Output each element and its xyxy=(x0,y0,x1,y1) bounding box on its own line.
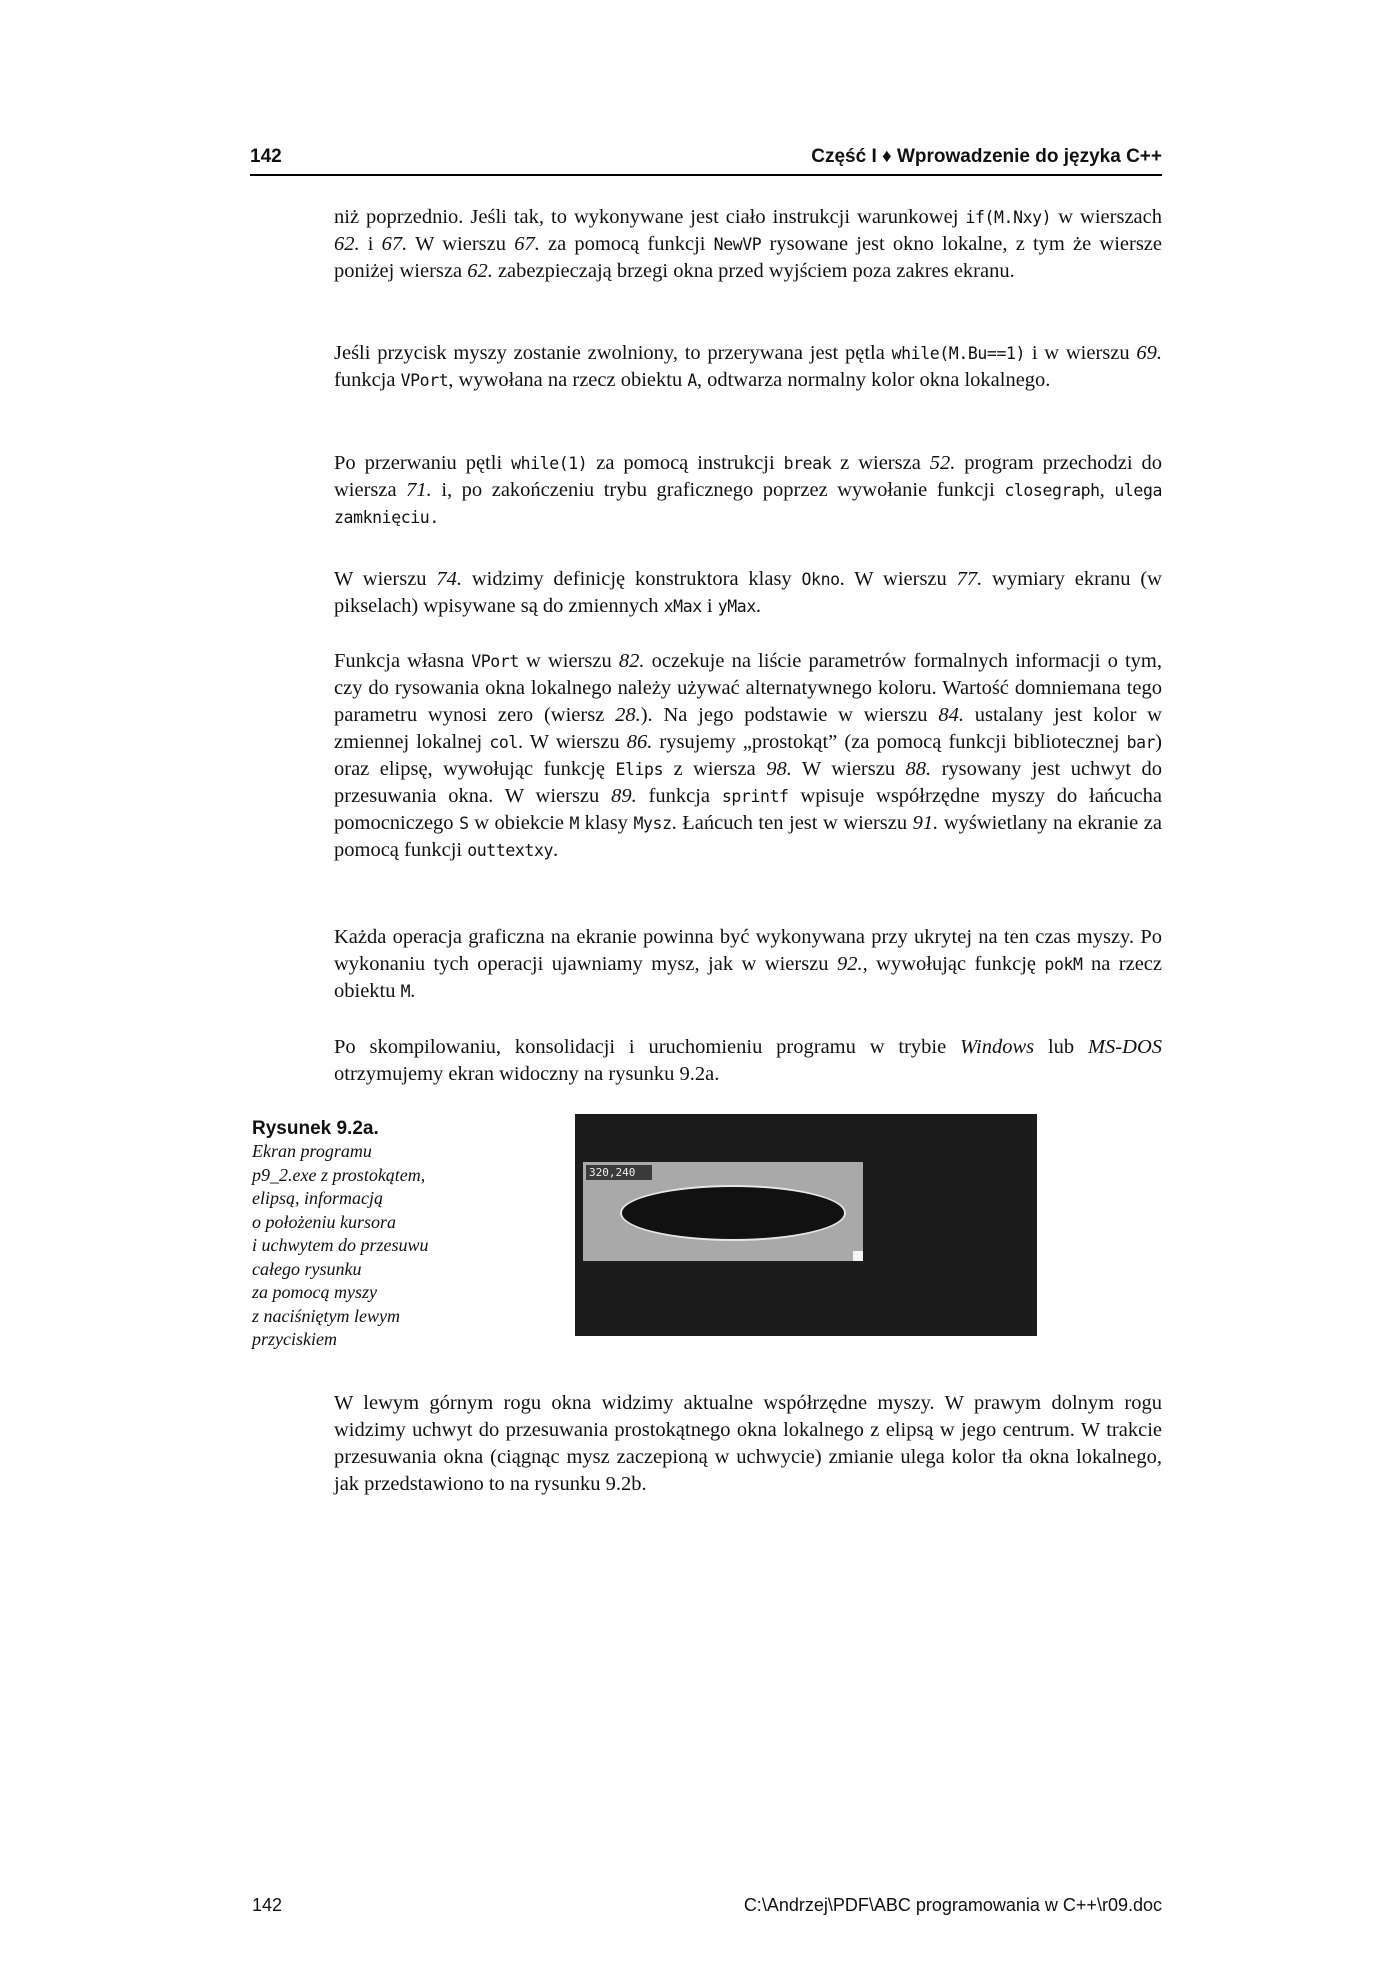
text-span: rysowany jest uchwyt do przesuwania okna. W wierszu xyxy=(334,758,1162,807)
caption-line: elipsą, informacją xyxy=(252,1188,383,1208)
text-span: wymiary ekranu (w pikselach) wpisywane są do zmiennych xyxy=(334,568,1162,617)
text-span: . xyxy=(553,839,559,861)
text-span: . W wierszu xyxy=(517,731,627,753)
code-span: Okno xyxy=(801,570,840,589)
caption-line: za pomocą myszy xyxy=(252,1282,377,1302)
code-span: while(1) xyxy=(511,454,588,473)
code-span: S xyxy=(459,814,469,833)
header-part-title: Część I ♦ Wprowadzenie do języka C++ xyxy=(811,146,1162,167)
code-span: VPort xyxy=(471,652,519,671)
text-span: W wierszu xyxy=(334,568,437,590)
text-span: i, po zakończeniu trybu graficznego poprzez wywołanie funkcji xyxy=(431,479,1005,501)
text-span: w wierszach xyxy=(1051,206,1162,228)
code-span: closegraph xyxy=(1004,481,1100,500)
text-span: wyświetlany na ekranie za pomocą funkcji xyxy=(334,812,1162,861)
local-window xyxy=(583,1162,863,1261)
text-span: . xyxy=(410,980,416,1002)
paragraph xyxy=(334,1034,1162,1088)
italic-span: 52. xyxy=(929,452,956,474)
paragraph xyxy=(334,924,1162,1005)
code-span: bar xyxy=(1126,733,1156,752)
code-span: M xyxy=(569,814,580,833)
text-span: W wierszu xyxy=(407,233,515,255)
text-span: funkcja xyxy=(334,369,401,391)
caption-line: o położeniu kursora xyxy=(252,1211,396,1232)
text-span: zabezpieczają brzegi okna przed wyjściem poza zakres ekranu. xyxy=(492,260,1015,282)
code-span: sprintf xyxy=(721,787,789,806)
header-page-number: 142 xyxy=(250,146,282,167)
text-span: klasy xyxy=(579,812,634,834)
text-span: funkcja xyxy=(636,785,722,807)
code-span: VPort xyxy=(400,371,449,390)
text-span: Po przerwaniu pętli xyxy=(334,452,512,474)
text-span: . Łańcuch ten jest w wierszu xyxy=(671,812,913,834)
code-span: Mysz xyxy=(633,814,672,833)
italic-span: Windows xyxy=(960,1036,1035,1058)
italic-span: 74. xyxy=(436,568,463,590)
footer-file-path: C:\Andrzej\PDF\ABC programowania w C++\r09.doc xyxy=(743,1895,1162,1915)
text-span: za pomocą funkcji xyxy=(539,233,714,255)
text-span: ). Na jego podstawie w wierszu xyxy=(640,704,939,726)
italic-span: 69. xyxy=(1136,342,1162,364)
text-span: , odtwarza normalny kolor okna lokalnego. xyxy=(696,369,1051,391)
text-span: lub xyxy=(1034,1036,1088,1058)
italic-span: 91. xyxy=(912,812,939,834)
text-span: . W wierszu xyxy=(839,568,957,590)
mouse-coordinates: 320,240 xyxy=(586,1165,652,1180)
text-span: , wywołana na rzecz obiektu xyxy=(448,369,688,391)
italic-span: 82. xyxy=(618,650,645,672)
code-span: NewVP xyxy=(713,235,762,254)
text-span: otrzymujemy ekran widoczny na rysunku 9.2a. xyxy=(334,1063,720,1085)
text-span: Jeśli przycisk myszy zostanie zwolniony, to przerywana jest pętla xyxy=(334,342,892,364)
code-span: xMax xyxy=(663,597,702,616)
italic-span: 62. xyxy=(334,233,360,255)
text-span: i xyxy=(701,595,718,617)
italic-span: 86. xyxy=(626,731,653,753)
caption-line: całego rysunku xyxy=(252,1258,362,1279)
italic-span: 88. xyxy=(905,758,932,780)
italic-span: 67. xyxy=(514,233,540,255)
text-span: Funkcja własna xyxy=(334,650,472,672)
text-span: na rzecz obiektu xyxy=(334,953,1162,1002)
page-header xyxy=(250,146,1162,176)
text-span: wpisuje współrzędne myszy do łańcucha pomocniczego xyxy=(334,785,1162,834)
text-span: za pomocą instrukcji xyxy=(587,452,784,474)
figure-label: Rysunek 9.2a. xyxy=(252,1118,379,1139)
program-screenshot xyxy=(575,1114,1037,1336)
code-span: ulega zamknięciu. xyxy=(334,481,1163,527)
text-span: Każda operacja graficzna na ekranie powinna być wykonywana przy ukrytej na ten czas myszy. Po wykonaniu tych operacji ujawniamy mysz, jak w wierszu xyxy=(334,926,1162,975)
code-span: outtextxy xyxy=(467,841,554,860)
italic-span: 84. xyxy=(938,704,964,726)
paragraph xyxy=(334,204,1162,285)
ellipse-shape xyxy=(620,1185,846,1241)
text-span: program przechodzi do wiersza xyxy=(334,452,1162,501)
italic-span: MS-DOS xyxy=(1087,1036,1162,1058)
paragraph xyxy=(334,566,1162,620)
paragraph xyxy=(334,450,1162,531)
code-span: yMax xyxy=(717,597,756,616)
code-span: col xyxy=(489,733,518,752)
paragraph xyxy=(334,648,1162,864)
italic-span: 71. xyxy=(406,479,432,501)
text-span: , xyxy=(1099,479,1115,501)
italic-span: 77. xyxy=(956,568,983,590)
figure-caption-text xyxy=(252,1140,482,1352)
footer-page-number: 142 xyxy=(252,1895,283,1915)
code-span: while(M.Bu==1) xyxy=(891,344,1026,363)
italic-span: 98. xyxy=(766,758,792,780)
text-span: Po skompilowaniu, konsolidacji i uruchomieniu programu w trybie xyxy=(334,1036,961,1058)
italic-span: 62. xyxy=(467,260,493,282)
italic-span: 89. xyxy=(611,785,637,807)
code-span: Elips xyxy=(615,760,664,779)
code-span: if(M.Nxy) xyxy=(965,208,1052,227)
text-span: w wierszu xyxy=(518,650,619,672)
paragraph xyxy=(334,1390,1162,1498)
caption-line: Ekran programu xyxy=(252,1141,372,1161)
paragraph xyxy=(334,340,1162,394)
text-span: i xyxy=(359,233,382,255)
code-span: M xyxy=(400,982,411,1001)
caption-line: przyciskiem xyxy=(252,1329,337,1349)
text-span: , wywołując funkcję xyxy=(862,953,1045,975)
text-span: W wierszu xyxy=(791,758,906,780)
code-span: pokM xyxy=(1044,955,1083,974)
caption-line: p9_2.exe z prostokątem, xyxy=(252,1164,426,1185)
text-span: i w wierszu xyxy=(1025,342,1137,364)
drag-handle xyxy=(853,1251,863,1261)
text-span: z wiersza xyxy=(831,452,930,474)
code-span: A xyxy=(687,371,697,390)
text-span: . xyxy=(755,595,761,617)
text-span: niż poprzednio. Jeśli tak, to wykonywane jest ciało instrukcji warunkowej xyxy=(334,206,966,228)
figure-caption xyxy=(252,1117,482,1352)
text-span: w obiekcie xyxy=(468,812,570,834)
text-span: rysujemy „prostokąt” (za pomocą funkcji bibliotecznej xyxy=(652,731,1127,753)
caption-line: z naciśniętym lewym xyxy=(252,1305,400,1326)
text-span: z wiersza xyxy=(663,758,767,780)
italic-span: 67. xyxy=(381,233,408,255)
text-span: oczekuje na liście parametrów formalnych informacji o tym, czy do rysowania okna lokalnego należy używać alternatywnego koloru. Wartość domniemana tego parametru wynosi zero (wiersz xyxy=(334,650,1162,726)
text-span: W lewym górnym rogu okna widzimy aktualne współrzędne myszy. W prawym dolnym rogu widzimy uchwyt do przesuwania prostokątnego okna lokalnego z elipsą w jego centrum. W trakcie przesuwania okna (ciągnąc mysz zaczepioną w uchwycie) zmianie ulega kolor tła okna lokalnego, jak przedstawiono to na rysunku 9.2b. xyxy=(334,1392,1162,1495)
text-span: ustalany jest kolor w zmiennej lokalnej xyxy=(334,704,1162,753)
code-span: break xyxy=(783,454,832,473)
text-span: widzimy definicję konstruktora klasy xyxy=(462,568,802,590)
italic-span: 92. xyxy=(836,953,863,975)
caption-line: i uchwytem do przesuwu xyxy=(252,1235,429,1255)
italic-span: 28. xyxy=(615,704,641,726)
text-span: rysowane jest okno lokalne, z tym że wiersze poniżej wiersza xyxy=(334,233,1162,282)
text-span: ) oraz elipsę, wywołując funkcję xyxy=(334,731,1162,780)
